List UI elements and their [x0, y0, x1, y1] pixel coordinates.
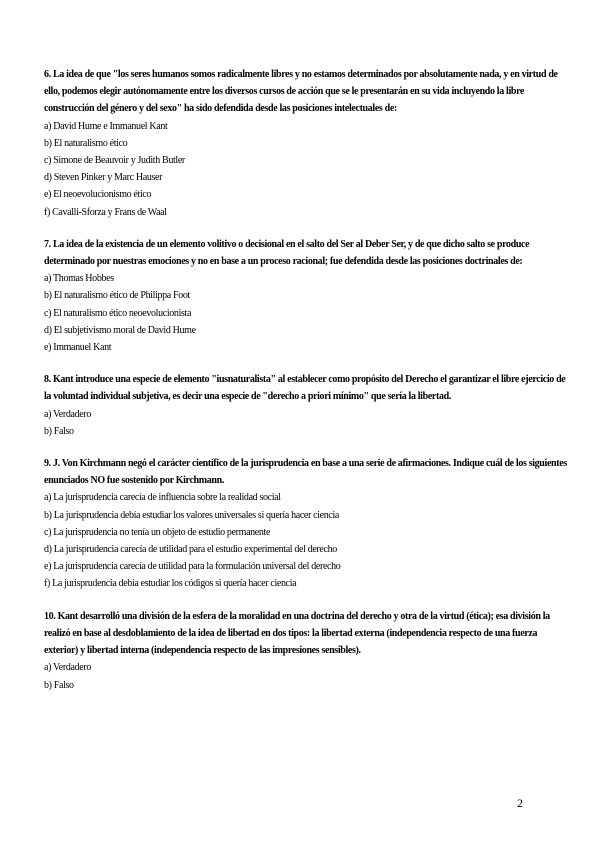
option-a: a) Verdadero — [44, 408, 91, 420]
question-stem: 6. La idea de que "los seres humanos somos radicalmente libres y no estamos determinados por absolutamente nada, y en virtud de ello, podemos elegir autónomamente entre los diversos cursos de acción que se le presentarán en su vida incluyendo la libre construcción del género y del sexo" ha sido defendida desde las posiciones intelectuales de: — [44, 69, 558, 115]
option-a: a) La jurisprudencia carecía de influencia sobre la realidad social — [44, 492, 281, 504]
question-stem: 10. Kant desarrolló una división de la esfera de la moralidad en una doctrina del derecho y otra de la virtud (ética); esa división la realizó en base al desdoblamiento de la idea de libertad en dos tipos: la libertad externa (independencia respecto de una fuerza exterior) y libertad interna (independencia respecto de las impresiones sensibles). — [44, 610, 550, 657]
question-stem: 7. La idea de la existencia de un elemento volitivo o decisional en el salto del Ser al Deber Ser, y de que dicho salto se produce determinado por nuestras emociones y no en base a un proceso racional; fue defendida desde las posiciones doctrinales de: — [44, 238, 530, 268]
option-d: d) El subjetivismo moral de David Hume — [44, 324, 196, 336]
option-f: f) Cavalli-Sforza y Frans de Waal — [44, 206, 167, 218]
question-7 — [44, 236, 569, 356]
option-b: b) Falso — [44, 679, 74, 691]
question-10 — [44, 608, 569, 694]
option-d: d) La jurisprudencia carecía de utilidad para el estudio experimental del derecho — [44, 544, 337, 556]
option-c: c) El naturalismo ético neoevolucionista — [44, 307, 192, 319]
option-a: a) Verdadero — [44, 662, 91, 674]
option-b: b) El naturalismo ético de Philippa Foot — [44, 290, 190, 302]
option-a: a) Thomas Hobbes — [44, 273, 114, 285]
question-stem: 9. J. Von Kirchmann negó el carácter científico de la jurisprudencia en base a una serie de afirmaciones. Indique cuál de los siguientes enunciados NO fue sostenido por Kirchmann. — [44, 458, 567, 487]
option-c: c) Simone de Beauvoir y Judith Butler — [44, 155, 185, 167]
question-6 — [44, 66, 569, 221]
question-8 — [44, 371, 569, 440]
option-c: c) La jurisprudencia no tenía un objeto de estudio permanente — [44, 526, 271, 538]
option-b: b) El naturalismo ético — [44, 137, 128, 149]
option-f: f) La jurisprudencia debía estudiar los códigos si quería hacer ciencia — [44, 578, 297, 590]
option-e: e) La jurisprudencia carecía de utilidad para la formulación universal del derecho — [44, 561, 341, 573]
option-b: b) La jurisprudencia debía estudiar los valores universales si quería hacer ciencia — [44, 509, 339, 521]
option-e: e) El neoevolucionismo ético — [44, 189, 152, 201]
option-d: d) Steven Pinker y Marc Hauser — [44, 172, 163, 184]
question-list — [44, 66, 569, 709]
question-9 — [44, 455, 569, 593]
option-b: b) Falso — [44, 425, 74, 437]
option-a: a) David Hume e Immanuel Kant — [44, 120, 168, 132]
option-e: e) Immanuel Kant — [44, 342, 112, 354]
page-number: 2 — [517, 796, 523, 810]
question-stem: 8. Kant introduce una especie de elemento "iusnaturalista" al establecer como propósito del Derecho el garantizar el libre ejercicio de la voluntad individual subjetiva, es decir una especie de "derecho a priori mínimo" que sería la libertad. — [44, 374, 566, 403]
